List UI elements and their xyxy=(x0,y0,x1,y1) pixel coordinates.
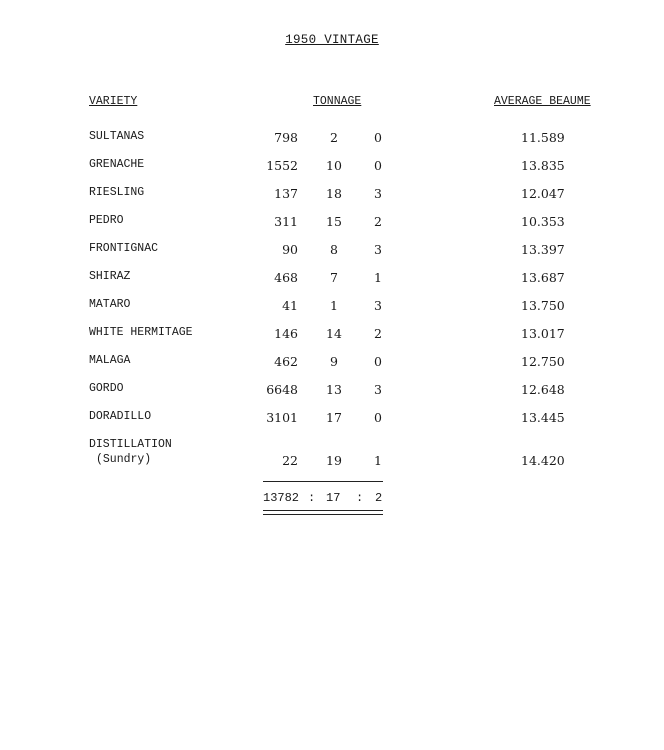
table-row xyxy=(0,326,664,344)
average-beaume: 12.750 xyxy=(521,354,565,369)
tonnage-tons: 137 xyxy=(274,186,298,201)
average-beaume: 12.648 xyxy=(521,382,565,397)
variety-name: RIESLING xyxy=(89,186,145,199)
tonnage-qtr: 0 xyxy=(374,354,382,369)
variety-name: GORDO xyxy=(89,382,124,395)
average-beaume: 13.750 xyxy=(521,298,565,313)
total-cwt: 17 xyxy=(326,491,341,505)
tonnage-tons: 6648 xyxy=(266,382,298,397)
tonnage-cwt: 1 xyxy=(330,298,338,313)
variety-name: SULTANAS xyxy=(89,130,145,143)
table-row xyxy=(0,410,664,428)
tonnage-cwt: 10 xyxy=(326,158,342,173)
total-tons: 13782 xyxy=(263,491,300,505)
tonnage-tons: 3101 xyxy=(266,410,298,425)
average-beaume: 13.397 xyxy=(521,242,565,257)
tonnage-cwt: 17 xyxy=(326,410,342,425)
tonnage-cwt: 2 xyxy=(330,130,338,145)
total-qtr: 2 xyxy=(375,491,383,505)
average-beaume: 10.353 xyxy=(521,214,565,229)
average-beaume: 13.835 xyxy=(521,158,565,173)
tonnage-tons: 1552 xyxy=(266,158,298,173)
tonnage-tons: 22 xyxy=(282,453,298,468)
tonnage-qtr: 0 xyxy=(374,410,382,425)
variety-name: DORADILLO xyxy=(89,410,152,423)
tonnage-qtr: 3 xyxy=(374,242,382,257)
tonnage-cwt: 9 xyxy=(330,354,338,369)
average-beaume: 14.420 xyxy=(521,453,565,468)
table-row xyxy=(0,242,664,260)
tonnage-qtr: 0 xyxy=(374,130,382,145)
total-separator: : xyxy=(356,491,364,505)
table-row xyxy=(0,382,664,400)
tonnage-cwt: 8 xyxy=(330,242,338,257)
table-row xyxy=(0,438,664,471)
header-average-beaume: AVERAGE BEAUME xyxy=(494,95,591,108)
average-beaume: 12.047 xyxy=(521,186,565,201)
total-separator: : xyxy=(308,491,316,505)
variety-name: MATARO xyxy=(89,298,131,311)
average-beaume: 13.687 xyxy=(521,270,565,285)
header-tonnage: TONNAGE xyxy=(313,95,362,108)
tonnage-tons: 41 xyxy=(282,298,298,313)
table-row xyxy=(0,354,664,372)
tonnage-cwt: 13 xyxy=(326,382,342,397)
tonnage-cwt: 19 xyxy=(326,453,342,468)
variety-name: FRONTIGNAC xyxy=(89,242,159,255)
tonnage-qtr: 3 xyxy=(374,298,382,313)
total-rule xyxy=(263,481,383,482)
tonnage-qtr: 3 xyxy=(374,382,382,397)
variety-name: PEDRO xyxy=(89,214,124,227)
tonnage-tons: 90 xyxy=(282,242,298,257)
variety-name: WHITE HERMITAGE xyxy=(89,326,193,339)
tonnage-cwt: 15 xyxy=(326,214,342,229)
tonnage-cwt: 14 xyxy=(326,326,342,341)
table-row xyxy=(0,130,664,148)
tonnage-qtr: 0 xyxy=(374,158,382,173)
table-row xyxy=(0,270,664,288)
tonnage-tons: 462 xyxy=(274,354,298,369)
variety-name: GRENACHE xyxy=(89,158,145,171)
table-row xyxy=(0,298,664,316)
variety-name-note: (Sundry) xyxy=(96,453,152,466)
tonnage-cwt: 18 xyxy=(326,186,342,201)
tonnage-qtr: 1 xyxy=(374,453,382,468)
tonnage-tons: 311 xyxy=(274,214,298,229)
table-row xyxy=(0,158,664,176)
tonnage-qtr: 1 xyxy=(374,270,382,285)
variety-name: DISTILLATION xyxy=(89,438,172,451)
tonnage-cwt: 7 xyxy=(330,270,338,285)
table-row xyxy=(0,186,664,204)
tonnage-qtr: 2 xyxy=(374,326,382,341)
tonnage-tons: 798 xyxy=(274,130,298,145)
variety-name: MALAGA xyxy=(89,354,131,367)
total-double-rule xyxy=(263,510,383,515)
average-beaume: 13.445 xyxy=(521,410,565,425)
tonnage-qtr: 2 xyxy=(374,214,382,229)
table-row xyxy=(0,214,664,232)
average-beaume: 13.017 xyxy=(521,326,565,341)
page-title: 1950 VINTAGE xyxy=(285,33,379,47)
tonnage-tons: 468 xyxy=(274,270,298,285)
header-variety: VARIETY xyxy=(89,95,138,108)
tonnage-qtr: 3 xyxy=(374,186,382,201)
tonnage-tons: 146 xyxy=(274,326,298,341)
variety-name: SHIRAZ xyxy=(89,270,131,283)
average-beaume: 11.589 xyxy=(521,130,565,145)
